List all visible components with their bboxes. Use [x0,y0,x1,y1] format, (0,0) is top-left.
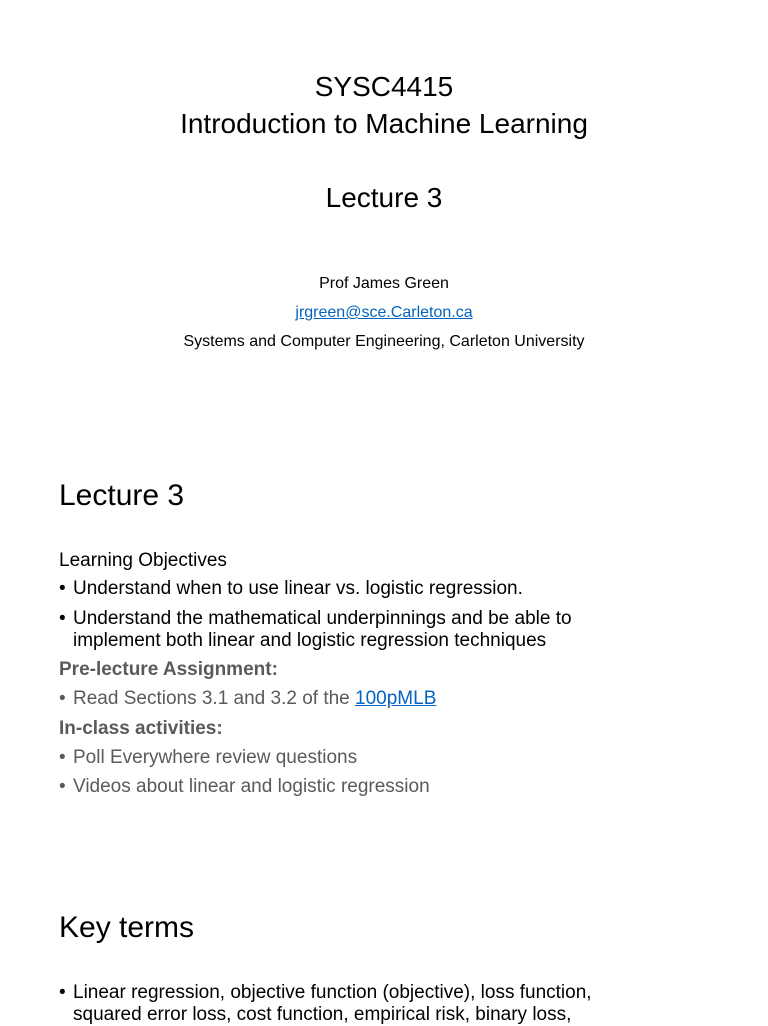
prelecture-label: Pre-lecture Assignment: [59,659,278,680]
inclass-section [59,717,699,741]
objectives-list [59,578,699,600]
inclass-label: In-class activities: [59,718,223,739]
inclass-list-wrap-2 [59,776,699,798]
objectives-list-2 [59,608,639,652]
inclass-list-2 [59,776,699,798]
key-terms-slide [0,900,768,1024]
slide-heading: Lecture 3 [59,479,185,512]
prelecture-text: Read Sections 3.1 and 3.2 of the [73,688,356,709]
objectives-section [59,549,699,573]
objectives-list-wrap-2 [59,608,639,652]
professor-email-link[interactable]: jrgreen@sce.Carleton.ca [295,304,473,321]
course-code: SYSC4415 [314,71,454,102]
title-slide [0,0,768,420]
department: Systems and Computer Engineering, Carleton University [183,333,585,350]
key-terms-list-wrap [59,982,659,1026]
prelecture-link[interactable]: 100pMLB [355,688,437,709]
inclass-item: • Poll Everywhere review questions [59,747,699,769]
key-term-item: • Linear regression, objective function (objective), loss function, squared error loss, cost function, empirical risk, binary loss, [59,982,659,1026]
inclass-item: • Videos about linear and logistic regression [59,776,699,798]
lecture-overview-slide [0,440,768,880]
prelecture-list-wrap [59,688,699,710]
objectives-list-wrap [59,578,699,600]
prelecture-section [59,658,699,682]
professor-name: Prof James Green [319,275,449,292]
inclass-list [59,747,699,769]
objective-item: • Understand the mathematical underpinnings and be able to implement both linear and logistic regression techniques [59,608,639,652]
objective-item: • Understand when to use linear vs. logistic regression. [59,578,699,600]
slide-heading: Key terms [59,911,195,944]
course-name: Introduction to Machine Learning [180,108,588,139]
inclass-list-wrap [59,747,699,769]
prelecture-item [59,688,699,710]
prelecture-list [59,688,699,710]
lecture-number: Lecture 3 [325,182,443,213]
objectives-label: Learning Objectives [59,550,227,571]
key-terms-list [59,982,659,1026]
professor-email-line [0,303,768,323]
